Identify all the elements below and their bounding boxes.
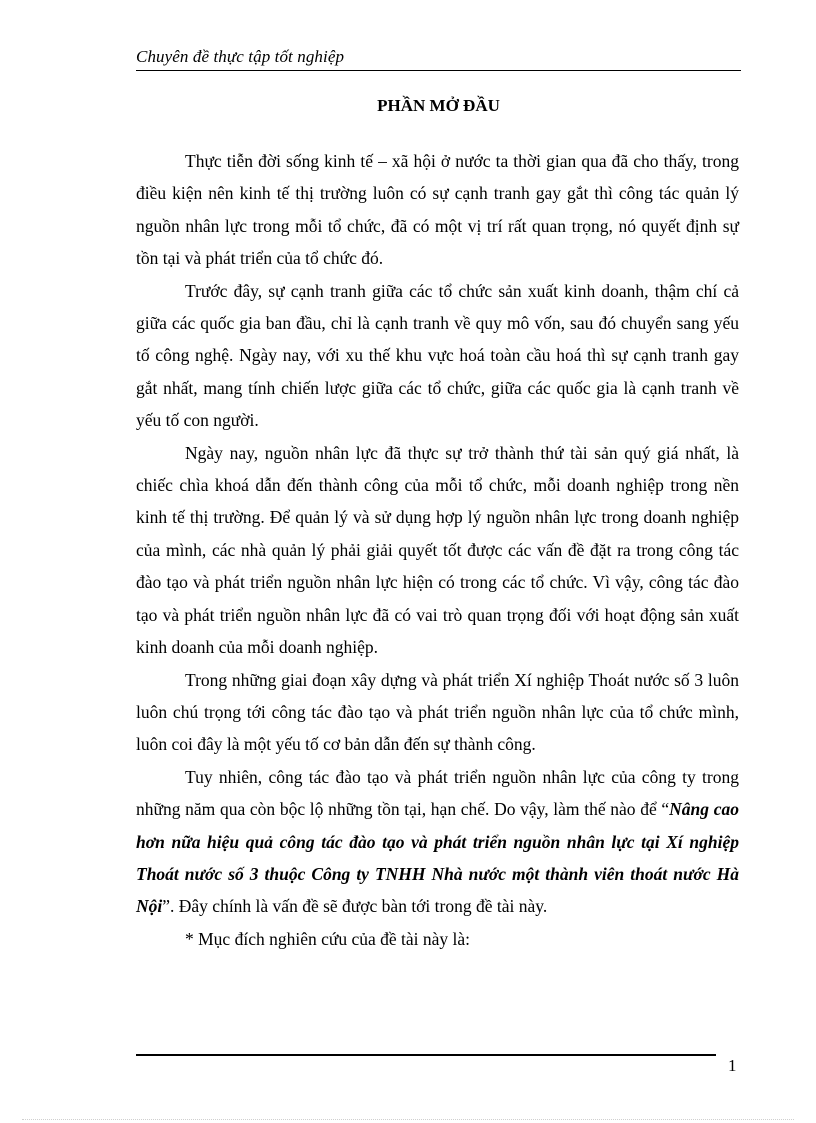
paragraph-3: Ngày nay, nguồn nhân lực đã thực sự trở thành thứ tài sản quý giá nhất, là chiếc chìa khoá dẫn đến thành công của mỗi tổ chức, mỗi doanh nghiệp trong nền kinh tế thị trường. Để quản lý và sử dụng hợp lý nguồn nhân lực trong doanh nghiệp của mình, các nhà quản lý phải giải quyết tốt được các vấn đề đặt ra trong công tác đào tạo và phát triển nguồn nhân lực hiện có trong các tổ chức. Vì vậy, công tác đào tạo và phát triển nguồn nhân lực đã có vai trò quan trọng đối với hoạt động sản xuất kinh doanh của mỗi doanh nghiệp.: [136, 442, 739, 658]
research-purpose-line: * Mục đích nghiên cứu của đề tài này là:: [185, 928, 471, 949]
footer-rule: [136, 1054, 716, 1056]
paragraph-4: Trong những giai đoạn xây dựng và phát triển Xí nghiệp Thoát nước số 3 luôn luôn chú trọng tới công tác đào tạo và phát triển nguồn nhân lực của tổ chức mình, luôn coi đây là một yếu tố cơ bản dẫn đến sự thành công.: [136, 669, 739, 755]
paragraph-1: Thực tiễn đời sống kinh tế – xã hội ở nước ta thời gian qua đã cho thấy, trong điều kiện nên kinh tế thị trường luôn có sự cạnh tranh gay gắt thì công tác quản lý nguồn nhân lực trong mỗi tổ chức, đã có một vị trí rất quan trọng, nó quyết định sự tồn tại và phát triển của tổ chức đó.: [136, 151, 739, 269]
paragraph-2: Trước đây, sự cạnh tranh giữa các tổ chức sản xuất kinh doanh, thậm chí cả giữa các quốc gia ban đầu, chỉ là cạnh tranh về quy mô vốn, sau đó chuyển sang yếu tố công nghệ. Ngày nay, với xu thế khu vực hoá toàn cầu hoá thì sự cạnh tranh gay gắt nhất, mang tính chiến lược giữa các tổ chức, giữa các quốc gia là cạnh tranh về yếu tố con người.: [136, 280, 739, 431]
header-rule: [136, 70, 741, 71]
running-header: Chuyên đề thực tập tốt nghiệp: [136, 47, 345, 66]
paragraph-5: [136, 761, 739, 923]
paragraph-5-tail: ”. Đây chính là vấn đề sẽ được bàn tới trong đề tài này.: [162, 896, 548, 917]
paragraph-5-lead: Tuy nhiên, công tác đào tạo và phát triển nguồn nhân lực của công ty trong những năm qua còn bộc lộ những tồn tại, hạn chế. Do vậy, làm thế nào để “: [136, 766, 739, 820]
page-title: PHẦN MỞ ĐẦU: [377, 96, 500, 115]
document-body: [136, 145, 739, 955]
page-edge-divider: [22, 1119, 794, 1120]
thesis-topic-emphasis: Nâng cao hơn nữa hiệu quả công tác đào tạo và phát triển nguồn nhân lực tại Xí nghiệp Thoát nước số 3 thuộc Công ty TNHH Nhà nước một thành viên thoát nước Hà Nội: [136, 799, 739, 917]
page-number: 1: [728, 1056, 737, 1075]
